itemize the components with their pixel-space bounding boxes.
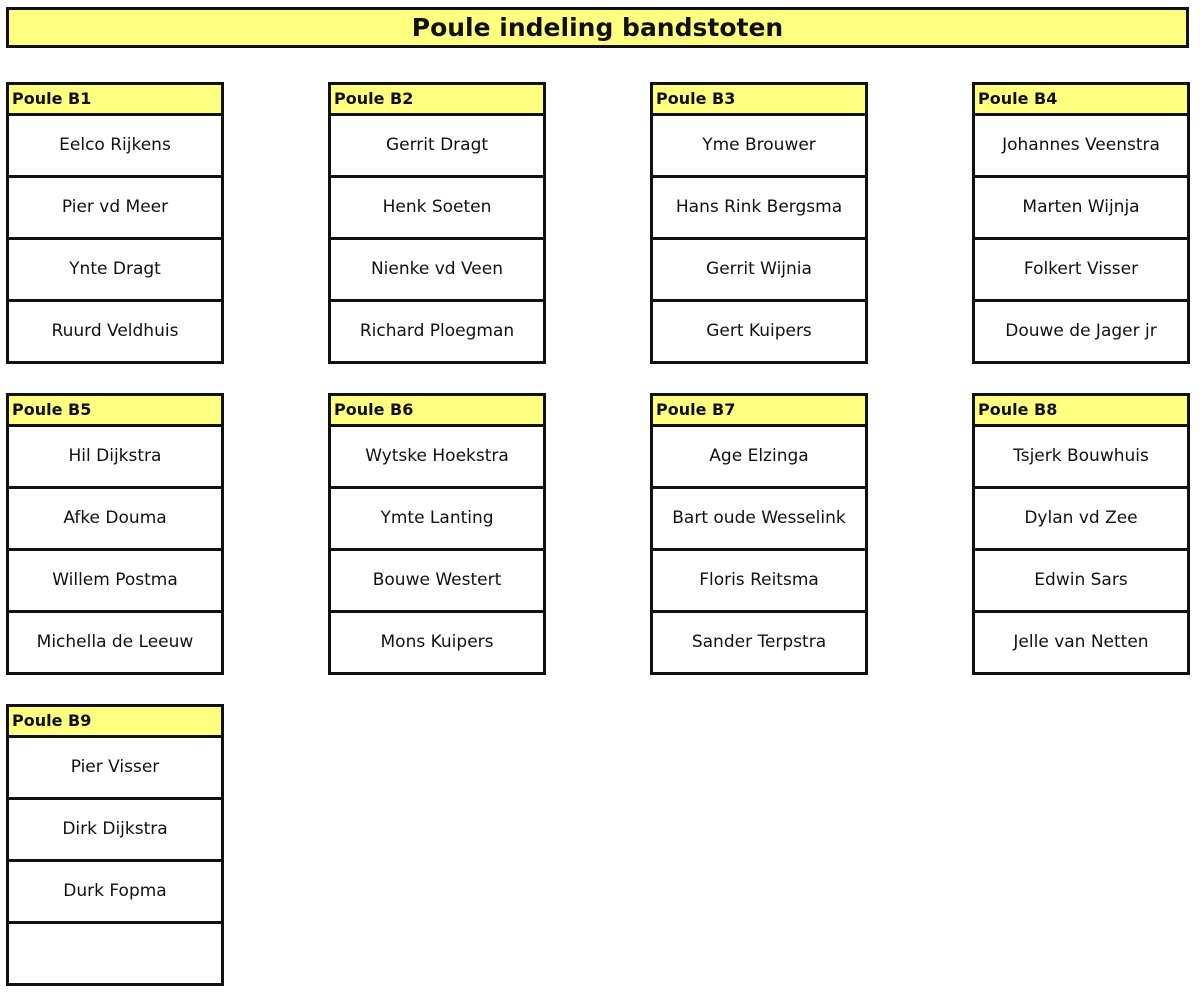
poule-b7-player-2[interactable]: Bart oude Wesselink (653, 489, 865, 551)
poule-b1-table (6, 82, 224, 364)
poule-b6-table (328, 393, 546, 675)
poule-b9-player-1[interactable]: Pier Visser (9, 738, 221, 800)
poule-b7-header: Poule B7 (653, 396, 865, 427)
poule-b9-player-4[interactable] (9, 924, 221, 983)
poule-b9-player-3[interactable]: Durk Fopma (9, 862, 221, 924)
poule-b8-header: Poule B8 (975, 396, 1187, 427)
poule-b1-player-2[interactable]: Pier vd Meer (9, 178, 221, 240)
poule-b5-player-2[interactable]: Afke Douma (9, 489, 221, 551)
poule-b8-player-1[interactable]: Tsjerk Bouwhuis (975, 427, 1187, 489)
poule-b4-player-4[interactable]: Douwe de Jager jr (1005, 321, 1157, 341)
poule-b3-table (650, 82, 868, 364)
poule-b5-table (6, 393, 224, 675)
poule-b1-player-4[interactable]: Ruurd Veldhuis (51, 321, 179, 341)
poule-b6-player-3[interactable]: Bouwe Westert (331, 551, 543, 613)
poule-b2-player-4[interactable]: Richard Ploegman (359, 321, 515, 341)
poule-b8-player-3[interactable]: Edwin Sars (975, 551, 1187, 613)
poule-b7-table (650, 393, 868, 675)
poule-b6-player-1[interactable]: Wytske Hoekstra (331, 427, 543, 489)
poule-b5-player-3[interactable]: Willem Postma (9, 551, 221, 613)
poule-b5-player-4[interactable]: Michella de Leeuw (36, 632, 194, 652)
poule-b4-player-2[interactable]: Marten Wijnja (975, 178, 1187, 240)
poule-b4-header: Poule B4 (975, 85, 1187, 116)
poule-b2-player-1[interactable]: Gerrit Dragt (331, 116, 543, 178)
poule-b2-header: Poule B2 (331, 85, 543, 116)
poule-b3-player-4[interactable]: Gert Kuipers (706, 321, 812, 341)
poule-b1-header: Poule B1 (9, 85, 221, 116)
poule-b6-header: Poule B6 (331, 396, 543, 427)
poule-b3-header: Poule B3 (653, 85, 865, 116)
poule-b9-header: Poule B9 (9, 707, 221, 738)
poule-b9-table (6, 704, 224, 986)
poule-b2-player-3[interactable]: Nienke vd Veen (331, 240, 543, 302)
poule-b5-header: Poule B5 (9, 396, 221, 427)
poule-b2-player-2[interactable]: Henk Soeten (331, 178, 543, 240)
poule-b3-player-1[interactable]: Yme Brouwer (653, 116, 865, 178)
poule-b3-player-3[interactable]: Gerrit Wijnia (653, 240, 865, 302)
poule-b7-player-4[interactable]: Sander Terpstra (691, 632, 827, 652)
poule-b8-table (972, 393, 1190, 675)
poule-b1-player-1[interactable]: Eelco Rijkens (9, 116, 221, 178)
poule-b2-table (328, 82, 546, 364)
page-title: Poule indeling bandstoten (6, 7, 1189, 48)
poule-b5-player-1[interactable]: Hil Dijkstra (9, 427, 221, 489)
poule-b4-table (972, 82, 1190, 364)
poule-b7-player-1[interactable]: Age Elzinga (653, 427, 865, 489)
poule-b9-player-2[interactable]: Dirk Dijkstra (9, 800, 221, 862)
poule-b4-player-3[interactable]: Folkert Visser (975, 240, 1187, 302)
poule-b6-player-4[interactable]: Mons Kuipers (380, 632, 494, 652)
poule-b1-player-3[interactable]: Ynte Dragt (9, 240, 221, 302)
poule-b8-player-4[interactable]: Jelle van Netten (1013, 632, 1149, 652)
poule-b7-player-3[interactable]: Floris Reitsma (653, 551, 865, 613)
poule-b6-player-2[interactable]: Ymte Lanting (331, 489, 543, 551)
poule-b3-player-2[interactable]: Hans Rink Bergsma (653, 178, 865, 240)
poule-b8-player-2[interactable]: Dylan vd Zee (975, 489, 1187, 551)
poule-b4-player-1[interactable]: Johannes Veenstra (975, 116, 1187, 178)
